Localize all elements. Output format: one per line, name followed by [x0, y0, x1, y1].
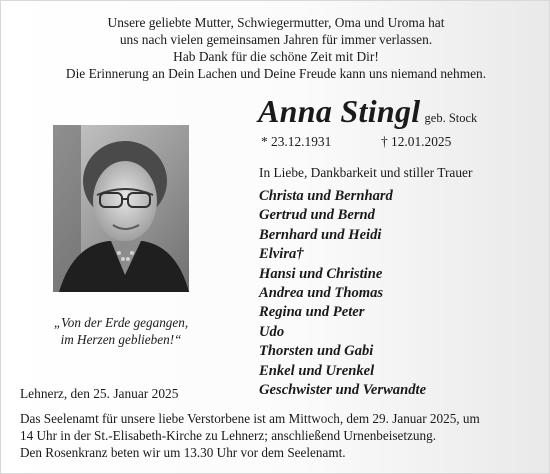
- mourner-entry: Christa und Bernhard: [259, 188, 393, 204]
- intro-text: [1, 14, 550, 82]
- service-line: 14 Uhr in der St.-Elisabeth-Kirche zu Lehnerz; anschließend Urnenbeisetzung.: [20, 427, 436, 443]
- intro-line: Hab Dank für die schöne Zeit mit Dir!: [173, 49, 379, 64]
- mourner-entry: Udo: [259, 323, 285, 340]
- mourner-entry: Regina und Peter: [259, 304, 365, 321]
- portrait-photo: [53, 125, 189, 292]
- mourners-list: [259, 187, 426, 400]
- quote-line: im Herzen geblieben!“: [60, 332, 182, 347]
- mourner-entry: Gertrud und Bernd: [259, 207, 375, 224]
- service-line: Den Rosenkranz beten wir um 13.30 Uhr vor dem Seelenamt.: [20, 444, 346, 460]
- intro-line: Die Erinnerung an Dein Lachen und Deine Freude kann uns niemand nehmen.: [65, 66, 487, 81]
- mourner-entry: Thorsten und Gabi: [259, 343, 374, 360]
- tribute-line: In Liebe, Dankbarkeit und stiller Trauer: [259, 165, 473, 180]
- portrait-illustration: [53, 125, 189, 292]
- mourner-entry: Hansi und Christine: [259, 265, 383, 282]
- place-and-date: Lehnerz, den 25. Januar 2025: [20, 386, 179, 401]
- deceased-heading: [258, 93, 477, 130]
- deceased-name: Anna Stingl: [258, 93, 421, 129]
- intro-line: Unsere geliebte Mutter, Schwiegermutter, Oma und Uroma hat: [107, 15, 445, 30]
- mourner-entry: Enkel und Urenkel: [259, 362, 375, 379]
- death-date: † 12.01.2025: [381, 134, 452, 149]
- intro-line: uns nach vielen gemeinsamen Jahren für immer verlassen.: [119, 32, 433, 47]
- mourner-entry: Elvira†: [259, 246, 304, 263]
- mourner-entry: Geschwister und Verwandte: [259, 382, 427, 399]
- service-details: [20, 411, 480, 461]
- birth-name: geb. Stock: [424, 111, 478, 125]
- quote-line: „Von der Erde gegangen,: [53, 315, 189, 330]
- service-line: Das Seelenamt für unsere liebe Verstorbene ist am Mittwoch, dem 29. Januar 2025, um: [20, 411, 480, 426]
- memorial-quote: [1, 314, 241, 348]
- mourner-entry: Andrea und Thomas: [259, 285, 384, 302]
- birth-date: * 23.12.1931: [261, 134, 332, 149]
- mourner-entry: Bernhard und Heidi: [259, 226, 382, 243]
